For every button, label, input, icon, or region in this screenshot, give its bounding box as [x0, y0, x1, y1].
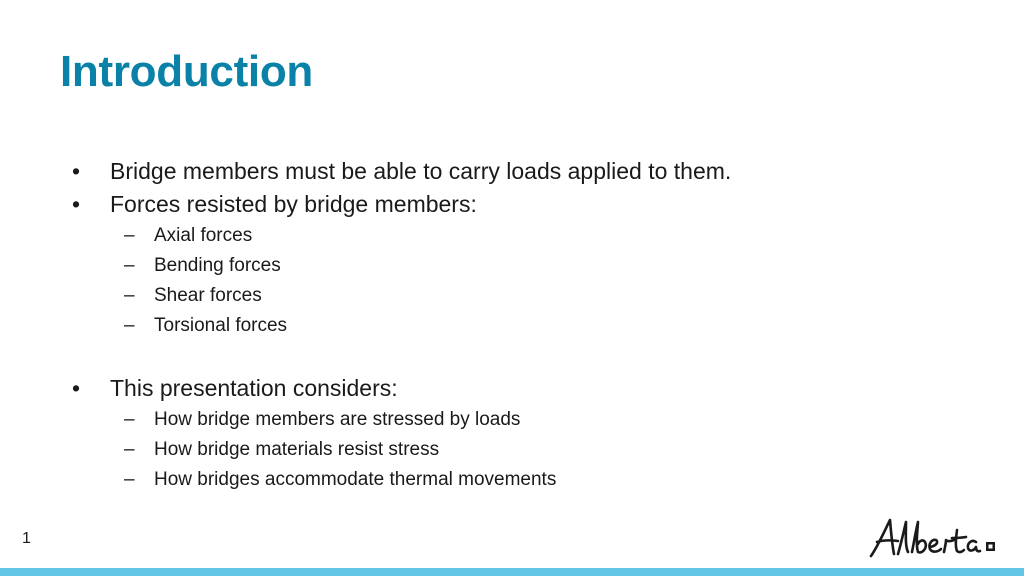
bullet-marker: •: [72, 375, 81, 401]
bullet-text: This presentation considers:: [110, 375, 398, 401]
bullet-text: Forces resisted by bridge members:: [110, 191, 477, 217]
bullet-marker: •: [72, 191, 81, 217]
sub-bullet-text: How bridge materials resist stress: [154, 439, 440, 460]
sub-bullet-marker: –: [124, 285, 135, 306]
sub-bullet-marker: –: [124, 315, 135, 336]
bullet-text: Bridge members must be able to carry loads applied to them.: [110, 158, 732, 184]
bullet-marker: •: [72, 158, 81, 184]
sub-bullet-marker: –: [124, 409, 135, 430]
sub-bullet-text: Shear forces: [154, 285, 262, 306]
sub-bullet-text: Torsional forces: [154, 315, 288, 336]
sub-bullet-marker: –: [124, 469, 135, 490]
sub-bullet-text: Bending forces: [154, 255, 281, 276]
sub-bullet-marker: –: [124, 225, 135, 246]
sub-bullet-text: How bridges accommodate thermal movements: [154, 469, 557, 490]
sub-bullet-text: How bridge members are stressed by loads: [154, 409, 521, 430]
bottom-accent-bar: [0, 568, 1024, 576]
sub-bullet-marker: –: [124, 439, 135, 460]
page-number: 1: [22, 530, 31, 547]
sub-bullet-text: Axial forces: [154, 225, 253, 246]
slide-title: Introduction: [60, 47, 314, 96]
alberta-logo: [868, 516, 1000, 560]
sub-bullet-marker: –: [124, 255, 135, 276]
